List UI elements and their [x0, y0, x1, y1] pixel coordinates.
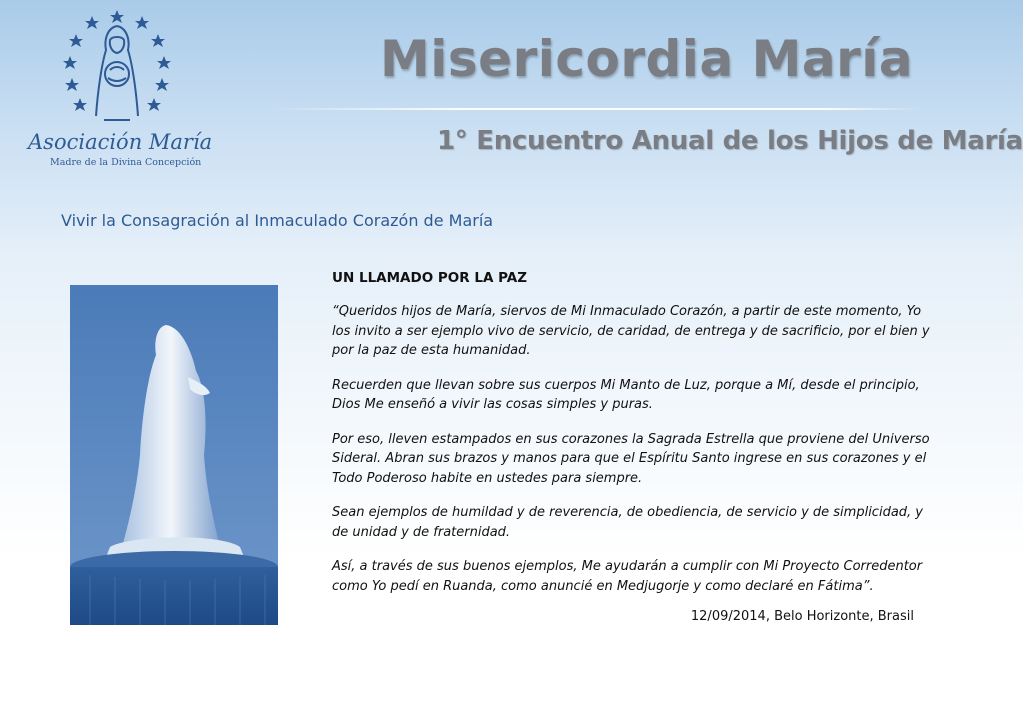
page-subtitle: 1° Encuentro Anual de los Hijos de María	[437, 126, 1023, 156]
logo	[22, 8, 213, 168]
statue-photo	[70, 285, 278, 625]
title-divider	[270, 108, 920, 110]
message-paragraph: Recuerden que llevan sobre sus cuerpos Mi Manto de Luz, porque a Mí, desde el principio, Dios Me enseñó a vivir las cosas simples y puras.	[332, 377, 920, 412]
logo-subtitle: Madre de la Divina Concepción	[50, 157, 202, 168]
message-paragraph: “Queridos hijos de María, siervos de Mi Inmaculado Corazón, a partir de este momento, Yo los invito a ser ejemplo vivo de servicio, de caridad, de entrega y de sacrificio, por el bien y por la paz de esta humanidad.	[332, 304, 930, 358]
message-paragraph: Por eso, lleven estampados en sus corazones la Sagrada Estrella que proviene del Universo Sideral. Abran sus brazos y manos para que el Espíritu Santo ingrese en sus corazones y el Todo Poderoso habite en ustedes para siempre.	[332, 431, 930, 486]
message-heading: UN LLAMADO POR LA PAZ	[332, 270, 527, 286]
message-paragraph: Así, a través de sus buenos ejemplos, Me ayudarán a cumplir con Mi Proyecto Corredentor como Yo pedí en Ruanda, como anuncié en Medjugorje y como declaré en Fátima”.	[332, 559, 923, 594]
message-paragraph: Sean ejemplos de humildad y de reverencia, de obediencia, de servicio y de simplicidad, y de unidad y de fraternidad.	[332, 505, 923, 540]
message-signature: 12/09/2014, Belo Horizonte, Brasil	[690, 609, 914, 624]
page-title: Misericordia María	[380, 30, 914, 88]
virgin-mary-emblem-icon	[62, 8, 172, 126]
message-block	[332, 270, 932, 624]
logo-name: Asociación María	[28, 130, 213, 154]
section-heading: Vivir la Consagración al Inmaculado Corazón de María	[61, 211, 494, 230]
statue-image	[70, 285, 278, 625]
